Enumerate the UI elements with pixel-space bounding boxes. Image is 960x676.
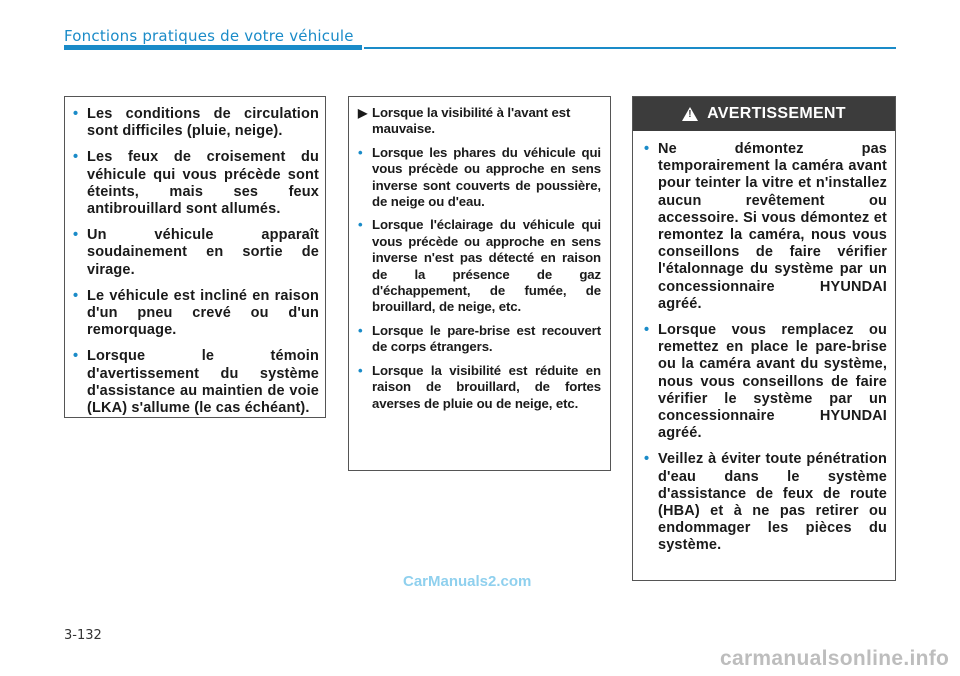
list-item: • Les conditions de circulation sont difficiles (pluie, neige).: [73, 106, 319, 140]
list-item: • Lorsque le témoin d'avertissement du système d'assistance au maintien de voie (LKA) s'allume (le cas échéant).: [73, 348, 319, 417]
watermark-link[interactable]: CarManuals2.com: [403, 573, 532, 590]
bullet-icon: •: [73, 149, 79, 166]
list-item: • Le véhicule est incliné en raison d'un pneu crevé ou d'un remorquage.: [73, 287, 319, 339]
conditions-box: [64, 96, 326, 418]
list-item: • Veillez à éviter toute pénétration d'eau dans le système d'assistance de feux de route (HBA) et à ne pas retirer ou endommager les pièces du système.: [644, 451, 887, 554]
arrow-right-icon: ▶: [358, 106, 368, 120]
bullet-icon: •: [644, 322, 650, 339]
warning-triangle-icon: !: [682, 107, 698, 121]
warning-list: [644, 141, 887, 555]
bullet-icon: •: [358, 322, 363, 338]
visibility-intro: ▶ Lorsque la visibilité à l'avant est mauvaise.: [358, 105, 571, 137]
visibility-list: [358, 145, 601, 412]
visibility-box: [348, 96, 611, 471]
list-item: • Lorsque le pare-brise est recouvert de corps étrangers.: [358, 322, 601, 355]
bullet-icon: •: [358, 144, 363, 160]
page-number: 3-132: [64, 628, 102, 643]
bullet-icon: •: [73, 106, 79, 122]
list-item: • Lorsque l'éclairage du véhicule qui vous précède ou approche en sens inverse n'est pas détecté en raison de la présence de gaz d'échappement, de fumée, de brouillard, de neige, etc.: [358, 217, 601, 315]
footer-watermark: carmanualsonline.info: [720, 647, 950, 670]
list-item: • Lorsque la visibilité est réduite en raison de brouillard, de fortes averses de pluie ou de neige, etc.: [358, 362, 601, 411]
warning-box: [632, 96, 896, 581]
section-title: Fonctions pratiques de votre véhicule: [64, 27, 354, 45]
conditions-list: [73, 106, 319, 417]
list-item: • Lorsque les phares du véhicule qui vous précède ou approche en sens inverse sont couverts de poussière, de neige ou d'eau.: [358, 144, 601, 210]
header-rule-thick: [64, 45, 362, 50]
warning-header: [633, 97, 895, 131]
bullet-icon: •: [358, 217, 363, 233]
bullet-icon: •: [644, 141, 650, 157]
warning-title: AVERTISSEMENT: [707, 105, 846, 122]
bullet-icon: •: [644, 451, 650, 468]
list-item: • Les feux de croisement du véhicule qui vous précède sont éteints, mais ses feux antibrouillard sont allumés.: [73, 149, 319, 218]
bullet-icon: •: [358, 362, 363, 378]
list-item: • Un véhicule apparaît soudainement en sortie de virage.: [73, 227, 319, 278]
list-item: • Ne démontez pas temporairement la caméra avant pour teinter la vitre et n'installez aucun revêtement ou accessoire. Si vous démontez et remontez la caméra, nous vous conseillons de faire vérifier l'étalonnage du système par un concessionnaire HYUNDAI agréé.: [644, 141, 887, 312]
bullet-icon: •: [73, 227, 79, 244]
bullet-icon: •: [73, 287, 79, 304]
list-item: • Lorsque vous remplacez ou remettez en place le pare-brise ou la caméra avant du système, nous vous conseillons de faire vérifier le système par un concessionnaire HYUNDAI agréé.: [644, 322, 887, 442]
header-rule-thin: [364, 47, 896, 49]
bullet-icon: •: [73, 348, 79, 365]
